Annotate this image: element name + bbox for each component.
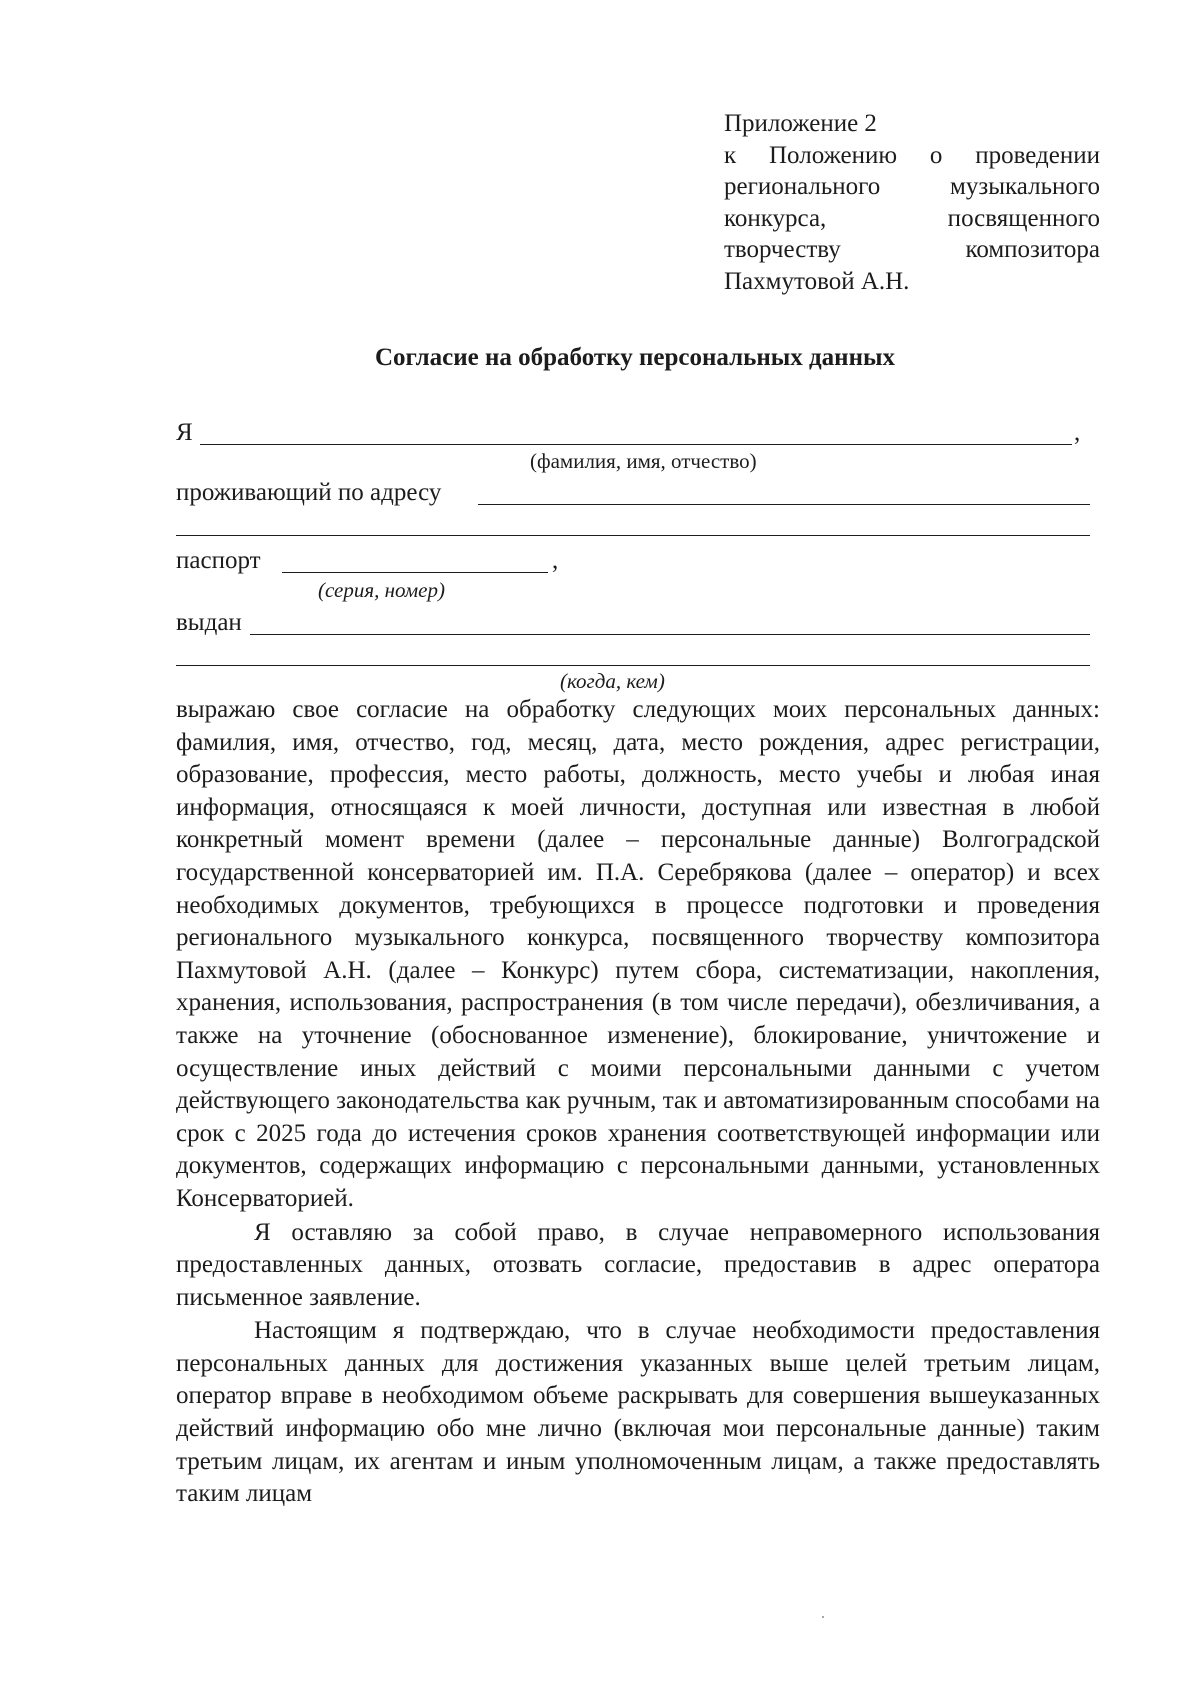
appendix-line: регионального музыкального bbox=[724, 173, 1100, 200]
appendix-line: Пахмутовой А.Н. bbox=[724, 267, 910, 295]
issued-label: выдан bbox=[176, 609, 242, 636]
appendix-note bbox=[724, 108, 1100, 297]
address-field-line[interactable] bbox=[478, 504, 1090, 505]
address-field-line-2[interactable] bbox=[176, 535, 1090, 536]
document-title: Согласие на обработку персональных данных bbox=[374, 344, 895, 371]
appendix-line: Приложение 2 bbox=[724, 110, 877, 137]
passport-comma: , bbox=[552, 547, 559, 574]
consent-body bbox=[176, 694, 1100, 1511]
fio-field-line[interactable] bbox=[200, 444, 1072, 445]
address-label: проживающий по адресу bbox=[176, 479, 442, 506]
passport-label: паспорт bbox=[176, 547, 261, 574]
issued-field-line[interactable] bbox=[250, 634, 1090, 635]
scan-speck bbox=[822, 1616, 824, 1618]
third-parties-paragraph: Настоящим я подтверждаю, что в случае необходимости предоставления персональных данных для достижения указанных выше целей третьим лицам, оператор вправе в необходимом объеме раскрывать для совершения вышеуказанных действий информацию обо мне лично (включая мои персональные данные) таким третьим лицам, их агентам и иным уполномоченным лицам, а также предоставлять таким лицам bbox=[176, 1317, 1100, 1508]
ya-label: Я bbox=[176, 419, 193, 446]
fio-comma: , bbox=[1074, 419, 1081, 446]
appendix-line: творчеству композитора bbox=[724, 236, 1100, 263]
appendix-line: конкурса, посвященного bbox=[724, 204, 1100, 232]
appendix-line: к Положению о проведении bbox=[724, 141, 1100, 169]
consent-paragraph: выражаю свое согласие на обработку следующих моих персональных данных: фамилия, имя, отчество, год, месяц, дата, место рождения, адрес регистрации, образование, профессия, место работы, должность, место учебы и любая иная информация, относящаяся к моей личности, доступная или известная в любой конкретный момент времени (далее – персональные данные) Волгоградской государственной консерваторией им. П.А. Серебрякова (далее – оператор) и всех необходимых документов, требующихся в процессе подготовки и проведения регионального музыкального конкурса, посвященного творчеству композитора Пахмутовой А.Н. (далее – Конкурс) путем сбора, систематизации, накопления, хранения, использования, распространения (в том числе передачи), обезличивания, а также на уточнение (обоснованное изменение), блокирование, уничтожение и осуществление иных действий с моими персональными данными с учетом действующего законодательства как ручным, так и автоматизированным способами на срок с 2025 года до истечения сроков хранения соответствующей информации или документов, содержащих информацию с персональными данными, установленных Консерваторией. bbox=[176, 696, 1100, 1212]
issued-caption: (когда, кем) bbox=[560, 669, 665, 693]
passport-field-line[interactable] bbox=[282, 572, 548, 573]
passport-caption: (серия, номер) bbox=[318, 578, 445, 602]
issued-field-line-2[interactable] bbox=[176, 665, 1090, 666]
fio-caption: (фамилия, имя, отчество) bbox=[530, 449, 757, 473]
revocation-paragraph: Я оставляю за собой право, в случае неправомерного использования предоставленных данных, отозвать согласие, предоставив в адрес оператора письменное заявление. bbox=[176, 1218, 1100, 1311]
